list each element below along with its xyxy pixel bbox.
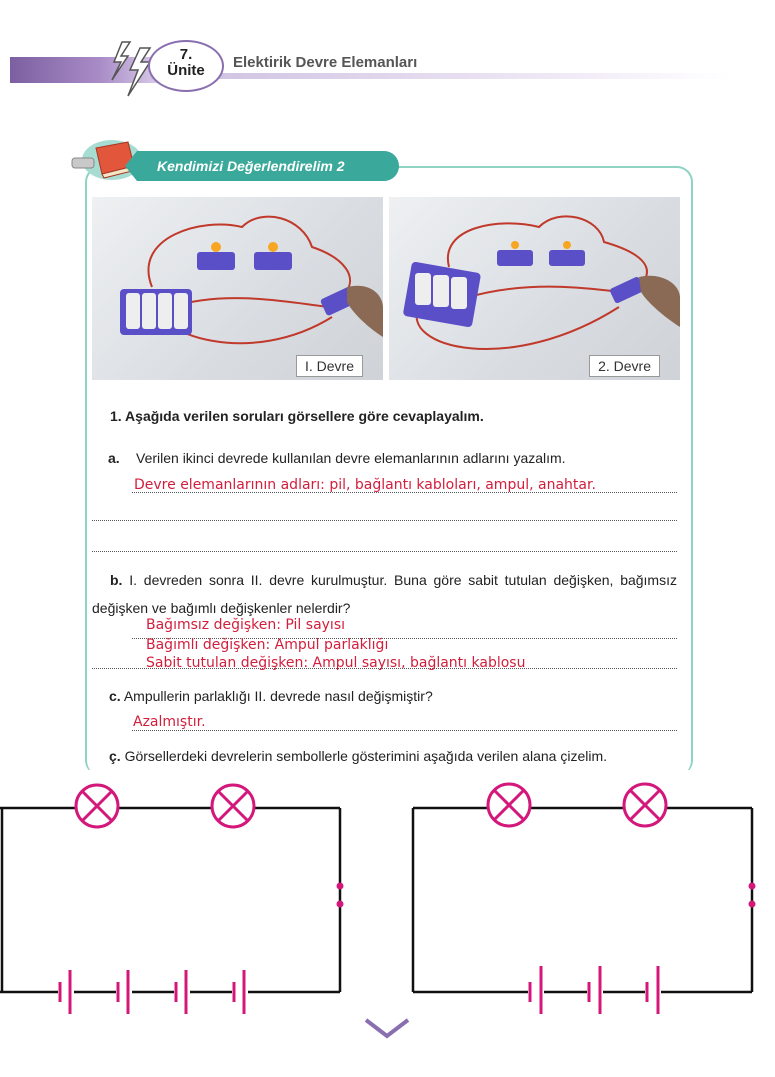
question-a-label: a.: [108, 450, 120, 466]
circuit-photo-1: [92, 197, 383, 380]
lamp-symbol: [488, 784, 530, 826]
question-d-label: ç.: [109, 748, 121, 764]
photo-caption: I. Devre: [296, 355, 363, 377]
photo-caption: 2. Devre: [589, 355, 660, 377]
unit-label: Ünite: [167, 62, 205, 79]
question-d-text: Görsellerdeki devrelerin sembollerle gösterimini aşağıda verilen alana çizelim.: [124, 748, 608, 764]
question-b: [92, 566, 677, 622]
question-b-text: I. devreden sonra II. devre kurulmuştur. Buna göre sabit tutulan değişken, bağımsız değişken ve bağımlı değişkenler nelerdir?: [92, 572, 677, 616]
answer-b-dependent: Bağımlı değişken: Ampul parlaklığı: [146, 637, 389, 653]
unit-number: 7.: [179, 46, 193, 63]
unit-badge: [148, 40, 224, 92]
battery-symbol: [528, 966, 661, 1014]
answer-b-independent: Bağımsız değişken: Pil sayısı: [146, 617, 346, 633]
circuit-diagram-2: [413, 784, 756, 1014]
answer-b-controlled: Sabit tutulan değişken: Ampul sayısı, bağlantı kablosu: [146, 655, 526, 671]
header-underline: [150, 73, 730, 79]
circuit-photo-2: [389, 197, 680, 380]
answer-line: [132, 730, 677, 731]
question-c: [109, 682, 433, 710]
chevron-down-icon: [360, 1010, 414, 1040]
question-b-label: b.: [110, 572, 123, 588]
answer-a: Devre elemanlarının adları: pil, bağlantı kabloları, ampul, anahtar.: [134, 477, 596, 493]
chapter-title: Elektirik Devre Elemanları: [233, 54, 418, 71]
question-prompt: 1. Aşağıda verilen soruları görsellere göre cevaplayalım.: [110, 408, 484, 424]
question-c-text: Ampullerin parlaklığı II. devrede nasıl değişmiştir?: [123, 688, 433, 704]
question-d: [109, 742, 607, 770]
answer-line: [92, 551, 677, 552]
circuit-drawings: [0, 770, 763, 1022]
answer-line: [92, 520, 677, 521]
question-a-text: Verilen ikinci devrede kullanılan devre elemanlarının adlarını yazalım.: [136, 450, 566, 466]
section-banner: Kendimizi Değerlendirelim 2: [137, 151, 399, 181]
lamp-symbol: [624, 784, 666, 826]
answer-c: Azalmıştır.: [133, 714, 206, 730]
lamp-symbol: [212, 785, 254, 827]
lamp-symbol: [76, 785, 118, 827]
circuit-diagram-1: [0, 785, 344, 1014]
question-c-label: c.: [109, 688, 121, 704]
